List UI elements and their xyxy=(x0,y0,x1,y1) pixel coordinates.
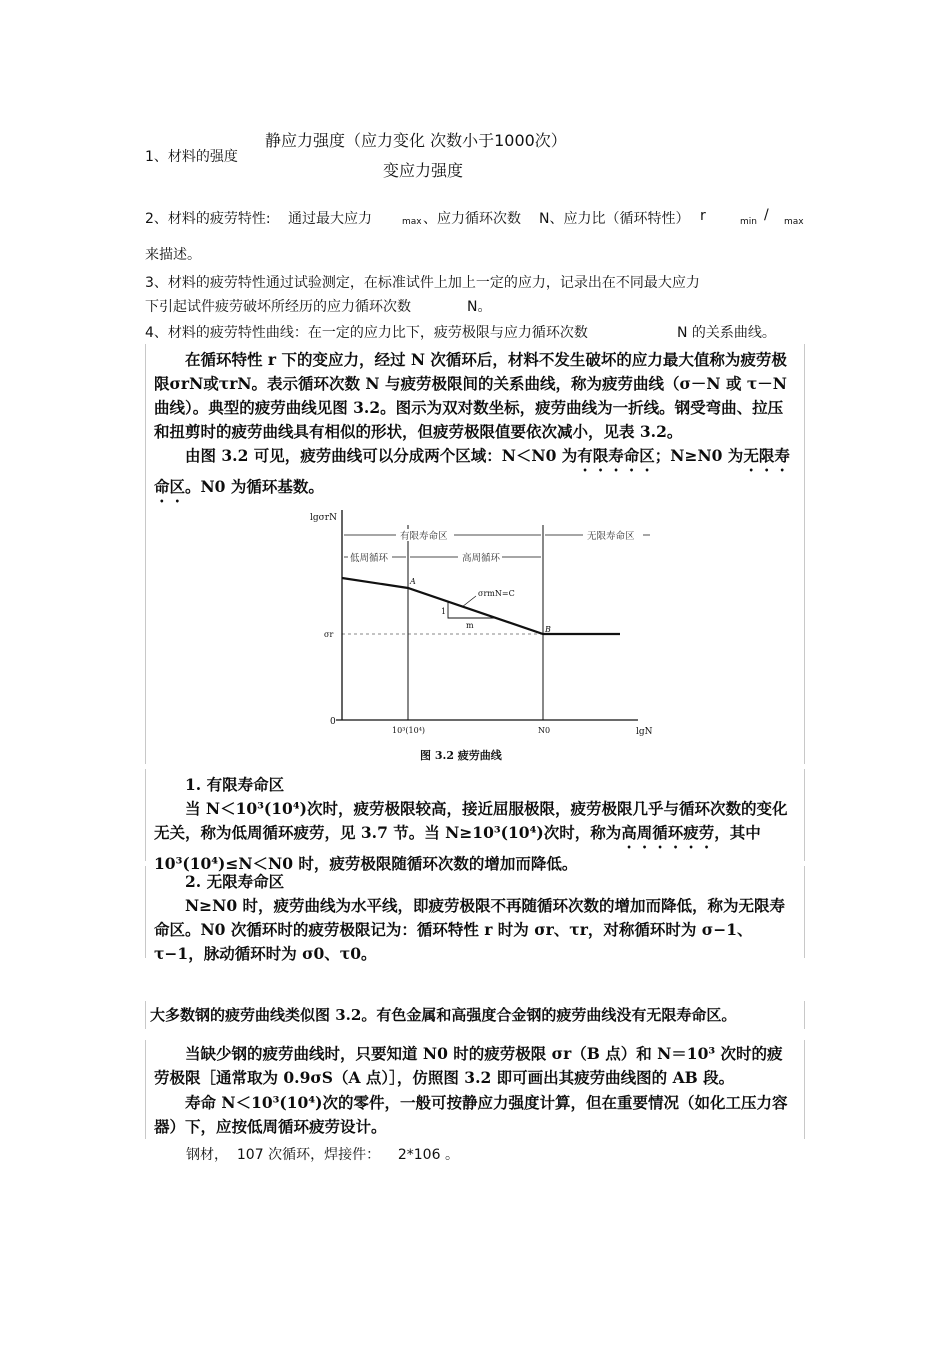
scan3-paragraph: N≥N0 时，疲劳曲线为水平线，即疲劳极限不再随循环次数的增加而降低，称为无限寿命区。N0 次循环时的疲劳极限记为：循环特性 r 时为 σr、τr，对称循环时为 σ−1、τ−1，脉动循环时为 σ0、τ0。 xyxy=(154,896,786,963)
equation-label: σrmN=C xyxy=(478,589,515,598)
item1-label: 1、材料的强度 xyxy=(145,149,238,165)
item2-prefix: 2、材料的疲劳特性: xyxy=(145,211,271,227)
scan6-paragraph: 寿命 N＜10³(10⁴)次的零件，一般可按静应力强度计算，但在重要情况（如化工压力容器）下，应按低周循环疲劳设计。 xyxy=(154,1093,788,1136)
equation-leader xyxy=(462,596,476,607)
y-axis-label: lgσrN xyxy=(310,513,337,523)
figure-caption: 图 3.2 疲劳曲线 xyxy=(420,749,502,762)
scan5-paragraph: 当缺少钢的疲劳曲线时，只要知道 N0 时的疲劳极限 σr（B 点）和 N＝10³ 次时的疲劳极限［通常取为 0.9σS（A 点）］，仿照图 3.2 即可画出其疲劳曲线图的 AB 段。 xyxy=(154,1044,783,1087)
scan-excerpt-missing-curve xyxy=(145,1040,805,1090)
item3-line2: 下引起试件疲劳破坏所经历的应力循环次数 xyxy=(145,299,411,315)
scan-excerpt-low-cycle-design xyxy=(145,1089,805,1139)
fatigue-curve-figure xyxy=(300,500,670,766)
item3-line1: 3、材料的疲劳特性通过试验测定，在标准试件上加上一定的应力，记录出在不同最大应力 xyxy=(145,275,700,291)
x-tick-n1: 10³(10⁴) xyxy=(392,726,426,735)
scan-excerpt-infinite-life xyxy=(145,866,805,963)
scan1-p2-a: 由图 3.2 可见，疲劳曲线可以分成两个区域：N＜N0 为 xyxy=(185,446,578,465)
slope-m-label: m xyxy=(466,621,474,630)
point-b-label: B xyxy=(545,625,551,634)
scan1-p2-e: 。N0 为循环基数。 xyxy=(185,477,324,496)
scan4-paragraph: 大多数钢的疲劳曲线类似图 3.2。有色金属和高强度合金钢的疲劳曲线没有无限寿命区。 xyxy=(150,1006,737,1024)
infinite-zone-label: 无限寿命区 xyxy=(587,531,635,542)
scan1-paragraph1: 在循环特性 r 下的变应力，经过 N 次循环后，材料不发生破坏的应力最大值称为疲劳极限σrN或τrN。表示循环次数 N 与疲劳极限间的关系曲线，称为疲劳曲线（σ－N 或 τ－N 曲线）。典型的疲劳曲线见图 3.2。图示为双对数坐标，疲劳曲线为一折线。钢受弯曲、拉压和扭剪时的疲劳曲线具有相似的形状，但疲劳极限值要依次减小，见表 3.2。 xyxy=(154,350,787,441)
variable-strength-heading: 变应力强度 xyxy=(383,161,464,180)
item2-subscript-max-2: max xyxy=(784,217,804,227)
scan2-p-a: 当 N＜10³(10⁴)次时，疲劳极限较高，接近屈服极限，疲劳极限几乎与循环次数的变化无关，称为低周循环疲劳，见 3.7 节。当 N≥10³(10⁴)次时，称为 xyxy=(154,799,788,842)
scan2-title: 1. 有限寿命区 xyxy=(185,775,285,794)
scan2-paragraph xyxy=(154,797,796,876)
finite-zone-label: 有限寿命区 xyxy=(400,531,448,542)
scan2-high-cycle: 高周循环疲劳 xyxy=(621,823,715,842)
scan2-p-c: ，其中 10³(10⁴)≤N＜N0 时，疲劳极限随循环次数的增加而降低。 xyxy=(154,823,761,873)
low-cycle-label: 低周循环 xyxy=(350,553,389,564)
scan1-infinite-zone: 无限寿命区 xyxy=(154,446,790,496)
item2-subscript-min: min xyxy=(740,217,757,227)
point-a-label: A xyxy=(410,577,416,586)
scan-excerpt-steel-curves xyxy=(145,1001,805,1029)
item2-subscript-max: max xyxy=(402,217,422,227)
scan3-title: 2. 无限寿命区 xyxy=(185,872,285,891)
item2-text-b: 、应力循环次数 xyxy=(423,211,521,227)
item2-continuation: 来描述。 xyxy=(145,247,201,263)
item4-text: 4、材料的疲劳特性曲线：在一定的应力比下，疲劳极限与应力循环次数 xyxy=(145,325,588,341)
scan1-p2-c: ；N≥N0 为 xyxy=(654,446,744,465)
item2-slash: / xyxy=(764,207,769,223)
item3-line2-end: N。 xyxy=(467,299,492,315)
scan-excerpt-finite-life xyxy=(145,769,805,873)
item2-text-c: N、应力比（循环特性） xyxy=(539,211,690,227)
slope-one-label: 1 xyxy=(441,607,447,616)
scan1-finite-zone: 有限寿命区 xyxy=(577,446,655,465)
fatigue-curve xyxy=(342,578,620,634)
scan1-paragraph2 xyxy=(154,444,796,506)
item4-text-end: N 的关系曲线。 xyxy=(677,325,776,341)
y-tick-sigma-r: σr xyxy=(324,630,334,639)
high-cycle-label: 高周循环 xyxy=(462,553,501,564)
x-tick-n0: N0 xyxy=(538,726,551,735)
static-strength-heading: 静应力强度（应力变化 次数小于1000次） xyxy=(265,131,567,150)
x-axis-label: lgN xyxy=(636,727,653,737)
footer-cycles-note: 钢材， 107 次循环，焊接件： 2*106 。 xyxy=(186,1147,459,1163)
item2-text-a: 通过最大应力 xyxy=(288,211,372,227)
item2-r: r xyxy=(700,208,706,224)
origin-label: 0 xyxy=(330,717,336,727)
